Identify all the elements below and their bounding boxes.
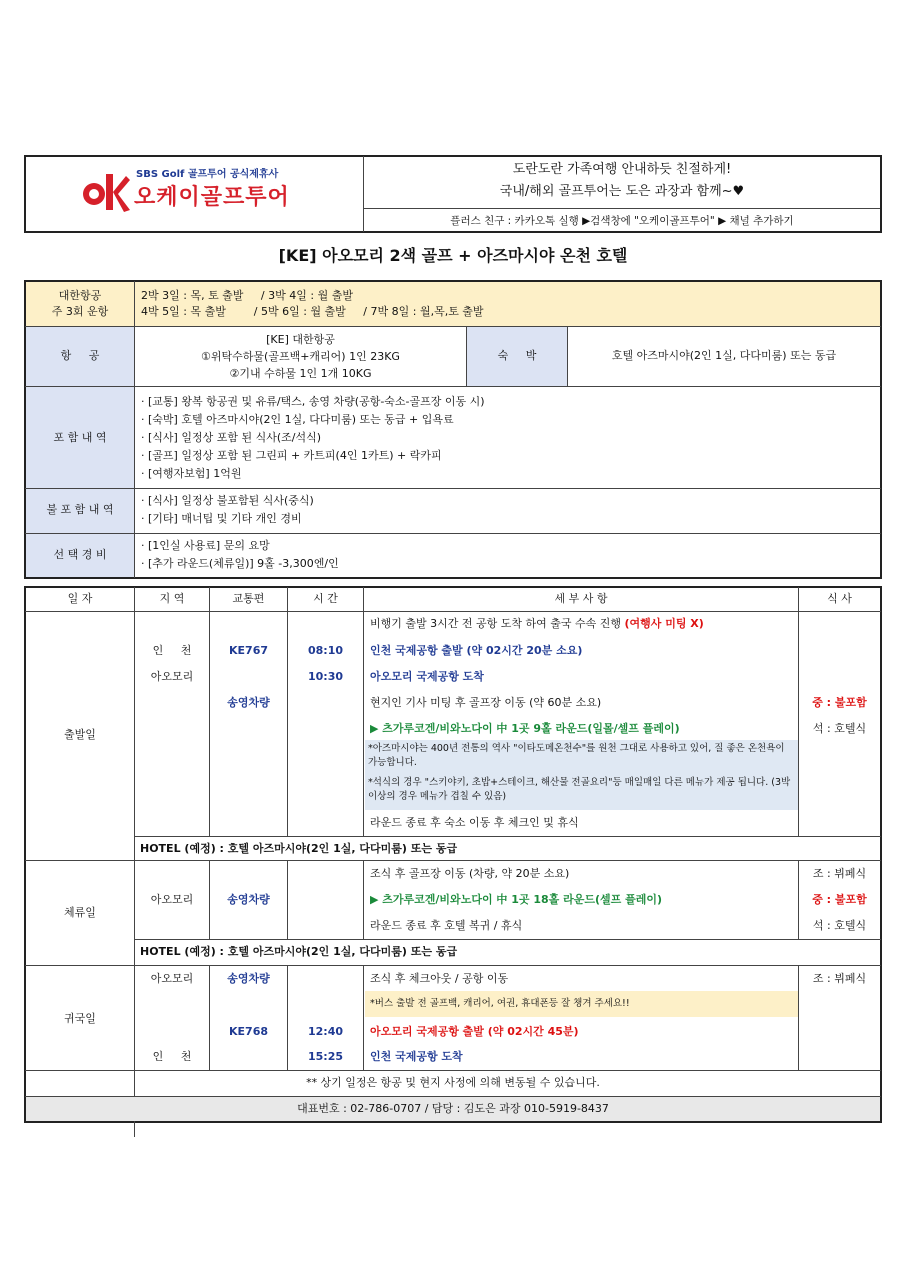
footer-contact: 대표번호 : 02-786-0707 / 담당 : 김도은 과장 010-5919-8437	[297, 1102, 609, 1115]
day1-detail-5: ▶ 츠가루코겐/비와노다이 中 1곳 9홀 라운드(일몰/셀프 플레이)	[370, 722, 680, 735]
footer-notice: ** 상기 일정은 항공 및 현지 사정에 의해 변동될 수 있습니다.	[306, 1076, 600, 1089]
included-item: · [여행자보험] 1억원	[141, 467, 242, 480]
day2-hotel: HOTEL (예정) : 호텔 아즈마시야(2인 1실, 다다미룸) 또는 동급	[140, 945, 458, 958]
day2-detail-3: 라운드 종료 후 호텔 복귀 / 휴식	[370, 919, 523, 932]
flight-line-1: [KE] 대한항공	[266, 333, 335, 346]
day3-note: *버스 출발 전 골프백, 캐리어, 여권, 휴대폰등 잘 챙겨 주세요!!	[370, 998, 630, 1009]
day1-detail-6: 라운드 종료 후 숙소 이동 후 체크인 및 휴식	[370, 816, 579, 829]
day2-meal-1: 조 : 뷔페식	[812, 867, 867, 880]
logo-title: 오케이골프투어	[134, 185, 290, 210]
day2-name: 체류일	[64, 906, 96, 919]
day1-region-2: 아오모리	[150, 670, 194, 683]
excluded-item: · [기타] 매너팁 및 기타 개인 경비	[141, 512, 302, 525]
day1-name: 출발일	[64, 728, 96, 741]
day1-detail-3: 아오모리 국제공항 도착	[370, 670, 484, 683]
day1-detail-1	[370, 617, 704, 631]
included-item: · [식사] 일정상 포함 된 식사(조/석식)	[141, 431, 321, 444]
day1-region-1: 인 천	[152, 644, 192, 657]
included-item: · [교통] 왕복 항공권 및 유류/택스, 송영 차량(공항-숙소-골프장 이동 시)	[141, 395, 485, 408]
col-header-date: 일 자	[67, 592, 93, 605]
schedule-line-2: 4박 5일 : 목 출발 / 5박 6일 : 월 출발 / 7박 8일 : 월,목,토 출발	[141, 305, 484, 318]
day1-detail-1-text: 비행기 출발 3시간 전 공항 도착 하여 출국 수속 진행	[370, 617, 625, 630]
day3-region-2: 인 천	[152, 1050, 192, 1063]
page-title: [KE] 아오모리 2색 골프 + 아즈마시야 온천 호텔	[278, 246, 628, 265]
day2-transport: 송영차량	[227, 893, 270, 906]
day3-meal-1: 조 : 뷔페식	[812, 972, 867, 985]
flight-label: 항 공	[60, 349, 100, 362]
excluded-label: 불 포 함 내 역	[46, 503, 114, 516]
col-header-time: 시 간	[313, 592, 338, 605]
flight-line-2: ①위탁수하물(골프백+캐리어) 1인 23KG	[201, 350, 400, 363]
col-header-meal: 식 사	[827, 592, 852, 605]
day1-note-2: *석식의 경우 "스키야키, 초밥+스테이크, 해산물 전골요리"등 매일매일 다른 메뉴가 제공 됩니다. (3박 이상의 경우 메뉴가 겹칠 수 있음)	[368, 777, 791, 802]
plus-friend-guide: 플러스 친구 : 카카오톡 실행 ▶검색창에 "오케이골프투어" ▶ 채널 추가하기	[450, 215, 794, 227]
day3-detail-2: 아오모리 국제공항 출발 (약 02시간 45분)	[370, 1025, 579, 1038]
day1-note-1: *아즈마시야는 400년 전통의 역사 "이타도메온천수"를 원천 그대로 사용하고 있어, 질 좋은 온천욕이 가능합니다.	[368, 743, 785, 768]
day1-hotel: HOTEL (예정) : 호텔 아즈마시야(2인 1실, 다다미룸) 또는 동급	[140, 842, 458, 855]
slogan-line2: 국내/해외 골프투어는 도은 과장과 함께~♥	[499, 184, 745, 199]
schedule-label-1: 대한항공	[58, 289, 102, 302]
day1-detail-4: 현지인 기사 미팅 후 골프장 이동 (약 60분 소요)	[370, 696, 602, 709]
col-header-region: 지 역	[159, 592, 185, 605]
optional-item: · [1인실 사용료] 문의 요망	[141, 539, 270, 552]
stay-value: 호텔 아즈마시야(2인 1실, 다다미룸) 또는 동급	[611, 349, 837, 362]
included-label: 포 함 내 역	[53, 431, 107, 444]
schedule-label-2: 주 3회 운항	[51, 305, 109, 318]
day1-meal-1: 중 : 불포함	[812, 696, 867, 709]
day3-detail-1: 조식 후 체크아웃 / 공항 이동	[370, 972, 509, 985]
day3-time-2: 15:25	[307, 1050, 343, 1063]
day3-time-1: 12:40	[307, 1025, 343, 1038]
day1-detail-1-warning: (여행사 미팅 X)	[624, 617, 704, 630]
day1-meal-2: 석 : 호텔식	[812, 722, 867, 735]
col-header-detail: 세 부 사 항	[554, 592, 608, 605]
day2-region: 아오모리	[150, 893, 194, 906]
slogan-line1: 도란도란 가족여행 안내하듯 친절하게!	[512, 162, 732, 177]
day2-meal-2: 중 : 불포함	[812, 893, 867, 906]
day3-region-1: 아오모리	[150, 972, 194, 985]
day3-transport-2: KE768	[229, 1025, 268, 1038]
included-item: · [골프] 일정상 포함 된 그린피 + 카트피(4인 1카트) + 락카피	[141, 449, 442, 462]
day1-transport-2: 송영차량	[227, 696, 270, 709]
optional-label: 선 택 경 비	[53, 548, 107, 561]
schedule-line-1: 2박 3일 : 목, 토 출발 / 3박 4일 : 월 출발	[141, 289, 353, 302]
excluded-item: · [식사] 일정상 불포함된 식사(중식)	[141, 494, 314, 507]
day3-transport-1: 송영차량	[227, 972, 270, 985]
optional-item: · [추가 라운드(체류일)] 9홀 -3,300엔/인	[141, 557, 339, 570]
day2-detail-1: 조식 후 골프장 이동 (차량, 약 20분 소요)	[370, 867, 570, 880]
logo-tagline: SBS Golf 골프투어 공식제휴사	[136, 169, 279, 180]
day3-name: 귀국일	[64, 1012, 96, 1025]
day1-transport-1: KE767	[229, 644, 268, 657]
stay-label: 숙 박	[497, 349, 537, 362]
day1-detail-2: 인천 국제공항 출발 (약 02시간 20분 소요)	[370, 644, 583, 657]
col-header-transport: 교통편	[232, 592, 265, 605]
logo-mark	[80, 168, 130, 214]
day2-detail-2: ▶ 츠가루코겐/비와노다이 中 1곳 18홀 라운드(셀프 플레이)	[370, 893, 662, 906]
logo	[80, 168, 290, 218]
day1-time-1: 08:10	[307, 644, 343, 657]
flight-line-3: ②기내 수하물 1인 1개 10KG	[229, 367, 372, 380]
included-item: · [숙박] 호텔 아즈마시야(2인 1실, 다다미룸) 또는 동급 + 입욕료	[141, 413, 454, 426]
day2-meal-3: 석 : 호텔식	[812, 919, 867, 932]
day1-time-2: 10:30	[307, 670, 343, 683]
day3-detail-3: 인천 국제공항 도착	[370, 1050, 463, 1063]
